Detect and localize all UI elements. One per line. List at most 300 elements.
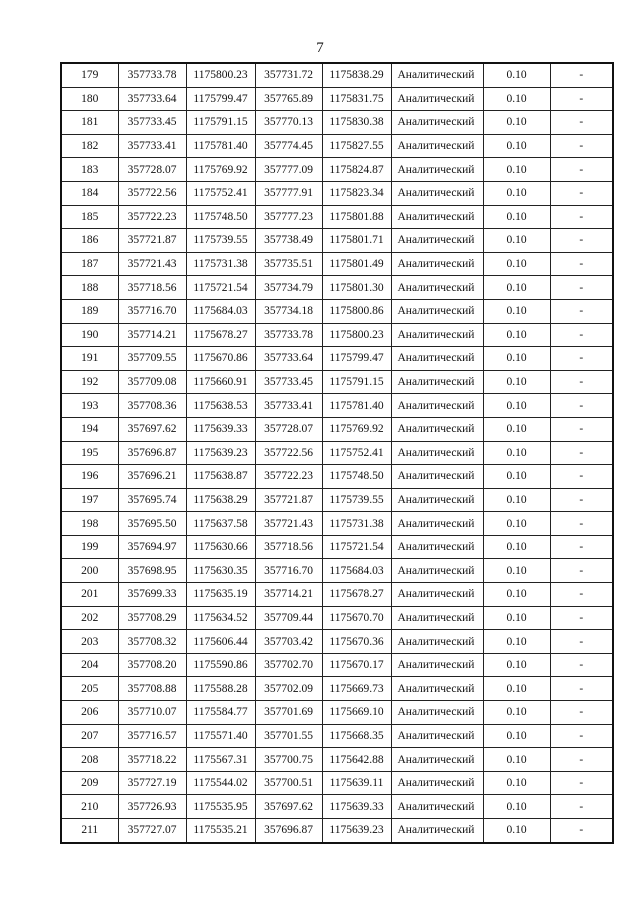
- x-start-cell: 357695.50: [118, 512, 186, 536]
- note-cell: -: [550, 583, 613, 607]
- x-start-cell: 357718.56: [118, 276, 186, 300]
- x-start-cell: 357716.70: [118, 299, 186, 323]
- point-number-cell: 194: [61, 417, 118, 441]
- method-cell: Аналитический: [391, 724, 483, 748]
- y-end-cell: 1175668.35: [322, 724, 391, 748]
- method-cell: Аналитический: [391, 606, 483, 630]
- method-cell: Аналитический: [391, 63, 483, 87]
- table-row: [61, 630, 613, 654]
- x-end-cell: 357765.89: [255, 87, 322, 111]
- note-cell: -: [550, 724, 613, 748]
- y-start-cell: 1175588.28: [186, 677, 255, 701]
- coordinates-table: [60, 62, 614, 844]
- y-end-cell: 1175670.36: [322, 630, 391, 654]
- y-end-cell: 1175801.49: [322, 252, 391, 276]
- note-cell: -: [550, 748, 613, 772]
- point-number-cell: 195: [61, 441, 118, 465]
- y-end-cell: 1175800.23: [322, 323, 391, 347]
- accuracy-cell: 0.10: [483, 205, 550, 229]
- x-end-cell: 357777.23: [255, 205, 322, 229]
- x-start-cell: 357709.08: [118, 370, 186, 394]
- table-row: [61, 394, 613, 418]
- y-end-cell: 1175799.47: [322, 347, 391, 371]
- y-end-cell: 1175823.34: [322, 181, 391, 205]
- note-cell: -: [550, 535, 613, 559]
- y-start-cell: 1175639.23: [186, 441, 255, 465]
- x-start-cell: 357733.78: [118, 63, 186, 87]
- accuracy-cell: 0.10: [483, 583, 550, 607]
- table-row: [61, 488, 613, 512]
- note-cell: -: [550, 158, 613, 182]
- table-row: [61, 158, 613, 182]
- y-start-cell: 1175684.03: [186, 299, 255, 323]
- y-end-cell: 1175669.73: [322, 677, 391, 701]
- method-cell: Аналитический: [391, 819, 483, 843]
- note-cell: -: [550, 111, 613, 135]
- y-end-cell: 1175639.33: [322, 795, 391, 819]
- x-end-cell: 357702.70: [255, 653, 322, 677]
- y-start-cell: 1175638.29: [186, 488, 255, 512]
- point-number-cell: 180: [61, 87, 118, 111]
- y-end-cell: 1175639.23: [322, 819, 391, 843]
- table-row: [61, 417, 613, 441]
- method-cell: Аналитический: [391, 370, 483, 394]
- y-end-cell: 1175791.15: [322, 370, 391, 394]
- x-end-cell: 357721.87: [255, 488, 322, 512]
- x-end-cell: 357734.79: [255, 276, 322, 300]
- point-number-cell: 181: [61, 111, 118, 135]
- y-start-cell: 1175721.54: [186, 276, 255, 300]
- note-cell: -: [550, 512, 613, 536]
- x-start-cell: 357708.32: [118, 630, 186, 654]
- table-row: [61, 465, 613, 489]
- y-end-cell: 1175678.27: [322, 583, 391, 607]
- accuracy-cell: 0.10: [483, 771, 550, 795]
- y-start-cell: 1175637.58: [186, 512, 255, 536]
- y-end-cell: 1175721.54: [322, 535, 391, 559]
- point-number-cell: 205: [61, 677, 118, 701]
- y-start-cell: 1175799.47: [186, 87, 255, 111]
- method-cell: Аналитический: [391, 677, 483, 701]
- note-cell: -: [550, 771, 613, 795]
- note-cell: -: [550, 701, 613, 725]
- point-number-cell: 197: [61, 488, 118, 512]
- y-end-cell: 1175731.38: [322, 512, 391, 536]
- y-start-cell: 1175606.44: [186, 630, 255, 654]
- accuracy-cell: 0.10: [483, 158, 550, 182]
- accuracy-cell: 0.10: [483, 748, 550, 772]
- note-cell: -: [550, 276, 613, 300]
- note-cell: -: [550, 488, 613, 512]
- x-start-cell: 357733.45: [118, 111, 186, 135]
- y-start-cell: 1175630.66: [186, 535, 255, 559]
- point-number-cell: 188: [61, 276, 118, 300]
- x-start-cell: 357714.21: [118, 323, 186, 347]
- method-cell: Аналитический: [391, 748, 483, 772]
- y-end-cell: 1175800.86: [322, 299, 391, 323]
- point-number-cell: 189: [61, 299, 118, 323]
- method-cell: Аналитический: [391, 394, 483, 418]
- x-start-cell: 357698.95: [118, 559, 186, 583]
- y-end-cell: 1175669.10: [322, 701, 391, 725]
- accuracy-cell: 0.10: [483, 465, 550, 489]
- x-start-cell: 357708.20: [118, 653, 186, 677]
- y-end-cell: 1175801.88: [322, 205, 391, 229]
- y-start-cell: 1175791.15: [186, 111, 255, 135]
- table-row: [61, 583, 613, 607]
- point-number-cell: 184: [61, 181, 118, 205]
- point-number-cell: 186: [61, 229, 118, 253]
- y-start-cell: 1175638.53: [186, 394, 255, 418]
- x-start-cell: 357709.55: [118, 347, 186, 371]
- accuracy-cell: 0.10: [483, 488, 550, 512]
- note-cell: -: [550, 630, 613, 654]
- y-start-cell: 1175639.33: [186, 417, 255, 441]
- note-cell: -: [550, 819, 613, 843]
- y-end-cell: 1175639.11: [322, 771, 391, 795]
- x-start-cell: 357708.88: [118, 677, 186, 701]
- point-number-cell: 185: [61, 205, 118, 229]
- accuracy-cell: 0.10: [483, 87, 550, 111]
- y-end-cell: 1175801.30: [322, 276, 391, 300]
- x-end-cell: 357701.69: [255, 701, 322, 725]
- note-cell: -: [550, 229, 613, 253]
- x-start-cell: 357728.07: [118, 158, 186, 182]
- y-start-cell: 1175634.52: [186, 606, 255, 630]
- y-start-cell: 1175571.40: [186, 724, 255, 748]
- x-end-cell: 357774.45: [255, 134, 322, 158]
- y-start-cell: 1175567.31: [186, 748, 255, 772]
- x-end-cell: 357722.23: [255, 465, 322, 489]
- method-cell: Аналитический: [391, 653, 483, 677]
- method-cell: Аналитический: [391, 252, 483, 276]
- x-start-cell: 357708.36: [118, 394, 186, 418]
- table-row: [61, 441, 613, 465]
- method-cell: Аналитический: [391, 181, 483, 205]
- table-row: [61, 347, 613, 371]
- method-cell: Аналитический: [391, 771, 483, 795]
- accuracy-cell: 0.10: [483, 370, 550, 394]
- accuracy-cell: 0.10: [483, 724, 550, 748]
- note-cell: -: [550, 252, 613, 276]
- point-number-cell: 196: [61, 465, 118, 489]
- x-start-cell: 357695.74: [118, 488, 186, 512]
- y-start-cell: 1175752.41: [186, 181, 255, 205]
- accuracy-cell: 0.10: [483, 181, 550, 205]
- x-end-cell: 357733.78: [255, 323, 322, 347]
- y-start-cell: 1175781.40: [186, 134, 255, 158]
- note-cell: -: [550, 559, 613, 583]
- accuracy-cell: 0.10: [483, 394, 550, 418]
- table-row: [61, 559, 613, 583]
- method-cell: Аналитический: [391, 465, 483, 489]
- note-cell: -: [550, 181, 613, 205]
- accuracy-cell: 0.10: [483, 559, 550, 583]
- y-start-cell: 1175535.95: [186, 795, 255, 819]
- accuracy-cell: 0.10: [483, 417, 550, 441]
- y-end-cell: 1175827.55: [322, 134, 391, 158]
- x-end-cell: 357700.51: [255, 771, 322, 795]
- point-number-cell: 183: [61, 158, 118, 182]
- y-start-cell: 1175584.77: [186, 701, 255, 725]
- table-row: [61, 63, 613, 87]
- x-start-cell: 357722.56: [118, 181, 186, 205]
- method-cell: Аналитический: [391, 488, 483, 512]
- accuracy-cell: 0.10: [483, 323, 550, 347]
- x-end-cell: 357697.62: [255, 795, 322, 819]
- table-row: [61, 229, 613, 253]
- method-cell: Аналитический: [391, 205, 483, 229]
- x-end-cell: 357718.56: [255, 535, 322, 559]
- x-end-cell: 357733.64: [255, 347, 322, 371]
- y-end-cell: 1175781.40: [322, 394, 391, 418]
- x-start-cell: 357710.07: [118, 701, 186, 725]
- note-cell: -: [550, 465, 613, 489]
- y-end-cell: 1175752.41: [322, 441, 391, 465]
- note-cell: -: [550, 606, 613, 630]
- note-cell: -: [550, 205, 613, 229]
- x-start-cell: 357727.07: [118, 819, 186, 843]
- y-end-cell: 1175769.92: [322, 417, 391, 441]
- y-end-cell: 1175801.71: [322, 229, 391, 253]
- x-start-cell: 357726.93: [118, 795, 186, 819]
- accuracy-cell: 0.10: [483, 252, 550, 276]
- note-cell: -: [550, 370, 613, 394]
- method-cell: Аналитический: [391, 229, 483, 253]
- accuracy-cell: 0.10: [483, 134, 550, 158]
- method-cell: Аналитический: [391, 111, 483, 135]
- point-number-cell: 190: [61, 323, 118, 347]
- y-start-cell: 1175670.86: [186, 347, 255, 371]
- y-end-cell: 1175684.03: [322, 559, 391, 583]
- note-cell: -: [550, 441, 613, 465]
- y-start-cell: 1175544.02: [186, 771, 255, 795]
- method-cell: Аналитический: [391, 559, 483, 583]
- method-cell: Аналитический: [391, 417, 483, 441]
- note-cell: -: [550, 323, 613, 347]
- point-number-cell: 187: [61, 252, 118, 276]
- y-start-cell: 1175748.50: [186, 205, 255, 229]
- method-cell: Аналитический: [391, 701, 483, 725]
- table-row: [61, 677, 613, 701]
- point-number-cell: 210: [61, 795, 118, 819]
- method-cell: Аналитический: [391, 299, 483, 323]
- x-end-cell: 357777.09: [255, 158, 322, 182]
- x-start-cell: 357694.97: [118, 535, 186, 559]
- x-end-cell: 357777.91: [255, 181, 322, 205]
- method-cell: Аналитический: [391, 87, 483, 111]
- x-end-cell: 357709.44: [255, 606, 322, 630]
- accuracy-cell: 0.10: [483, 630, 550, 654]
- note-cell: -: [550, 87, 613, 111]
- y-start-cell: 1175660.91: [186, 370, 255, 394]
- accuracy-cell: 0.10: [483, 512, 550, 536]
- x-end-cell: 357696.87: [255, 819, 322, 843]
- point-number-cell: 204: [61, 653, 118, 677]
- x-end-cell: 357700.75: [255, 748, 322, 772]
- y-start-cell: 1175635.19: [186, 583, 255, 607]
- accuracy-cell: 0.10: [483, 111, 550, 135]
- x-end-cell: 357714.21: [255, 583, 322, 607]
- y-end-cell: 1175670.70: [322, 606, 391, 630]
- point-number-cell: 206: [61, 701, 118, 725]
- accuracy-cell: 0.10: [483, 535, 550, 559]
- table-row: [61, 724, 613, 748]
- point-number-cell: 193: [61, 394, 118, 418]
- table-row: [61, 653, 613, 677]
- method-cell: Аналитический: [391, 535, 483, 559]
- table-row: [61, 299, 613, 323]
- y-start-cell: 1175630.35: [186, 559, 255, 583]
- note-cell: -: [550, 795, 613, 819]
- method-cell: Аналитический: [391, 347, 483, 371]
- method-cell: Аналитический: [391, 276, 483, 300]
- table-row: [61, 748, 613, 772]
- page-number: 7: [316, 40, 324, 56]
- point-number-cell: 199: [61, 535, 118, 559]
- y-end-cell: 1175670.17: [322, 653, 391, 677]
- point-number-cell: 209: [61, 771, 118, 795]
- table-row: [61, 370, 613, 394]
- x-start-cell: 357721.43: [118, 252, 186, 276]
- accuracy-cell: 0.10: [483, 276, 550, 300]
- x-start-cell: 357733.64: [118, 87, 186, 111]
- x-start-cell: 357722.23: [118, 205, 186, 229]
- y-start-cell: 1175800.23: [186, 63, 255, 87]
- y-end-cell: 1175642.88: [322, 748, 391, 772]
- x-start-cell: 357696.21: [118, 465, 186, 489]
- table-row: [61, 181, 613, 205]
- y-start-cell: 1175769.92: [186, 158, 255, 182]
- point-number-cell: 182: [61, 134, 118, 158]
- x-end-cell: 357701.55: [255, 724, 322, 748]
- method-cell: Аналитический: [391, 441, 483, 465]
- x-end-cell: 357738.49: [255, 229, 322, 253]
- y-start-cell: 1175739.55: [186, 229, 255, 253]
- y-start-cell: 1175535.21: [186, 819, 255, 843]
- accuracy-cell: 0.10: [483, 653, 550, 677]
- accuracy-cell: 0.10: [483, 606, 550, 630]
- accuracy-cell: 0.10: [483, 63, 550, 87]
- accuracy-cell: 0.10: [483, 229, 550, 253]
- x-end-cell: 357735.51: [255, 252, 322, 276]
- note-cell: -: [550, 394, 613, 418]
- y-end-cell: 1175748.50: [322, 465, 391, 489]
- method-cell: Аналитический: [391, 323, 483, 347]
- note-cell: -: [550, 653, 613, 677]
- x-end-cell: 357728.07: [255, 417, 322, 441]
- x-end-cell: 357733.45: [255, 370, 322, 394]
- y-end-cell: 1175830.38: [322, 111, 391, 135]
- table-row: [61, 819, 613, 843]
- x-start-cell: 357699.33: [118, 583, 186, 607]
- point-number-cell: 192: [61, 370, 118, 394]
- table-row: [61, 134, 613, 158]
- x-end-cell: 357702.09: [255, 677, 322, 701]
- x-start-cell: 357727.19: [118, 771, 186, 795]
- method-cell: Аналитический: [391, 795, 483, 819]
- note-cell: -: [550, 347, 613, 371]
- table-row: [61, 606, 613, 630]
- point-number-cell: 191: [61, 347, 118, 371]
- method-cell: Аналитический: [391, 158, 483, 182]
- x-start-cell: 357718.22: [118, 748, 186, 772]
- x-end-cell: 357703.42: [255, 630, 322, 654]
- x-start-cell: 357697.62: [118, 417, 186, 441]
- x-end-cell: 357770.13: [255, 111, 322, 135]
- x-start-cell: 357716.57: [118, 724, 186, 748]
- method-cell: Аналитический: [391, 512, 483, 536]
- table-row: [61, 276, 613, 300]
- table-row: [61, 111, 613, 135]
- y-start-cell: 1175678.27: [186, 323, 255, 347]
- x-end-cell: 357734.18: [255, 299, 322, 323]
- note-cell: -: [550, 417, 613, 441]
- x-end-cell: 357733.41: [255, 394, 322, 418]
- x-end-cell: 357716.70: [255, 559, 322, 583]
- point-number-cell: 202: [61, 606, 118, 630]
- table-row: [61, 323, 613, 347]
- point-number-cell: 200: [61, 559, 118, 583]
- accuracy-cell: 0.10: [483, 299, 550, 323]
- y-end-cell: 1175838.29: [322, 63, 391, 87]
- x-end-cell: 357721.43: [255, 512, 322, 536]
- y-end-cell: 1175824.87: [322, 158, 391, 182]
- point-number-cell: 211: [61, 819, 118, 843]
- table-row: [61, 701, 613, 725]
- x-start-cell: 357733.41: [118, 134, 186, 158]
- method-cell: Аналитический: [391, 630, 483, 654]
- table-row: [61, 771, 613, 795]
- note-cell: -: [550, 134, 613, 158]
- x-start-cell: 357708.29: [118, 606, 186, 630]
- method-cell: Аналитический: [391, 134, 483, 158]
- note-cell: -: [550, 299, 613, 323]
- point-number-cell: 198: [61, 512, 118, 536]
- y-end-cell: 1175831.75: [322, 87, 391, 111]
- table-row: [61, 512, 613, 536]
- x-end-cell: 357722.56: [255, 441, 322, 465]
- x-start-cell: 357721.87: [118, 229, 186, 253]
- y-start-cell: 1175731.38: [186, 252, 255, 276]
- note-cell: -: [550, 677, 613, 701]
- point-number-cell: 179: [61, 63, 118, 87]
- x-start-cell: 357696.87: [118, 441, 186, 465]
- y-start-cell: 1175590.86: [186, 653, 255, 677]
- accuracy-cell: 0.10: [483, 677, 550, 701]
- table-body: [61, 63, 613, 843]
- y-start-cell: 1175638.87: [186, 465, 255, 489]
- accuracy-cell: 0.10: [483, 441, 550, 465]
- accuracy-cell: 0.10: [483, 819, 550, 843]
- point-number-cell: 203: [61, 630, 118, 654]
- accuracy-cell: 0.10: [483, 347, 550, 371]
- x-end-cell: 357731.72: [255, 63, 322, 87]
- table-row: [61, 535, 613, 559]
- point-number-cell: 207: [61, 724, 118, 748]
- table-row: [61, 205, 613, 229]
- method-cell: Аналитический: [391, 583, 483, 607]
- y-end-cell: 1175739.55: [322, 488, 391, 512]
- table-row: [61, 87, 613, 111]
- table-row: [61, 252, 613, 276]
- note-cell: -: [550, 63, 613, 87]
- accuracy-cell: 0.10: [483, 795, 550, 819]
- point-number-cell: 208: [61, 748, 118, 772]
- accuracy-cell: 0.10: [483, 701, 550, 725]
- point-number-cell: 201: [61, 583, 118, 607]
- table-row: [61, 795, 613, 819]
